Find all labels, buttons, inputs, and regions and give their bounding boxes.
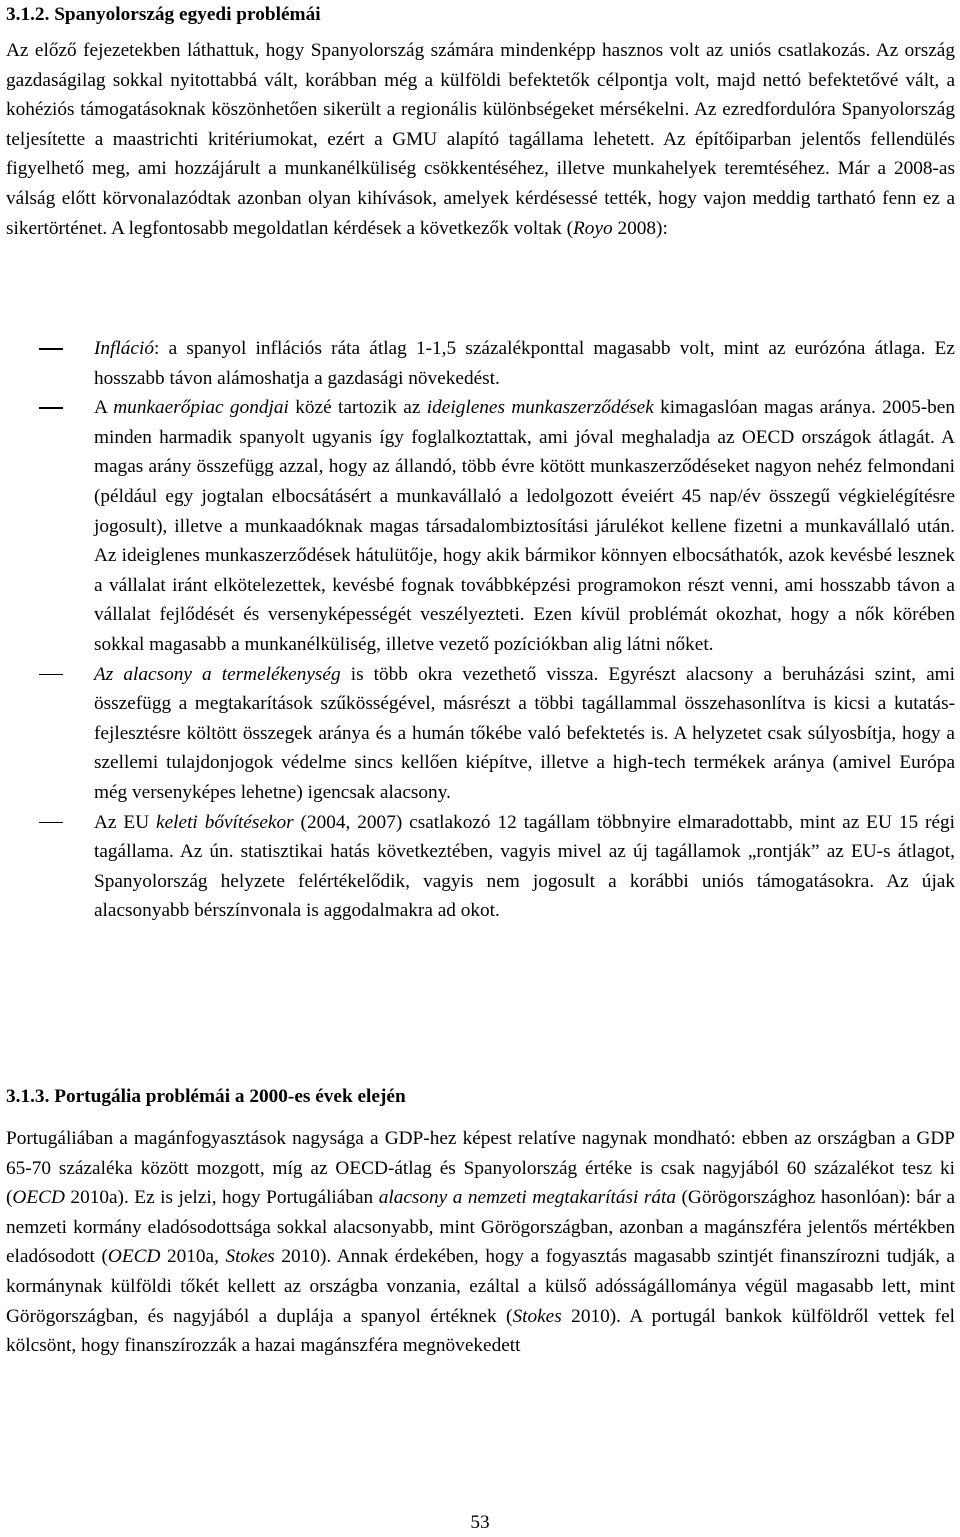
italic-run: Infláció	[94, 338, 154, 359]
paragraph-portugal	[6, 1124, 955, 1361]
text-run: 2010a,	[160, 1246, 226, 1268]
dash-bullet	[39, 822, 63, 824]
italic-run: Az alacsony a termelékenység	[94, 663, 341, 685]
text-run: 2008):	[612, 217, 668, 239]
section-heading-portugal: 3.1.3. Portugália problémái a 2000-es évek elején	[6, 1086, 406, 1107]
dash-bullet	[39, 348, 63, 350]
italic-run: keleti bővítésekor	[156, 811, 294, 833]
italic-run: OECD	[12, 1187, 65, 1209]
list-item-inflation	[6, 334, 955, 393]
list-item-labour-market	[6, 393, 955, 659]
section-heading-spain: 3.1.2. Spanyolország egyedi problémái	[6, 4, 321, 25]
text-run: : a spanyol inflációs ráta átlag 1-1,5 százalékponttal magasabb volt, mint az eurózóna átlaga. Ez hosszabb távon alámoshatja a gazdasági növekedést.	[94, 338, 955, 389]
italic-run: OECD	[107, 1246, 161, 1268]
text-run: (2004, 2007) csatlakozó 12 tagállam többnyire elmaradottabb, mint az EU 15 régi tagállama. Az ún. statisztikai hatás következtében, vagyis mivel az új tagállamok „rontják” az EU-s átlagot, Spanyolország helyzete felértékelődik, vagyis nem jogosult a korábbi uniós támogatásokra. Az újak alacsonyabb bérszínvonala is aggodalmakra ad okot.	[94, 811, 956, 922]
italic-run: Stokes	[512, 1305, 562, 1327]
dash-bullet	[39, 674, 63, 676]
list-item-enlargement	[6, 808, 955, 926]
text-run: 2010). A portugál bankok külföldről vettek fel kölcsönt, hogy finanszírozzák a hazai magánszféra megnövekedett	[6, 1305, 955, 1357]
italic-run: alacsony a nemzeti megtakarítási ráta	[378, 1187, 676, 1209]
text-run: kimagaslóan magas aránya. 2005-ben minden harmadik spanyolt ugyanis így foglalkoztattak, ami jóval meghaladja az OECD országok átlagát. A magas arány összefügg azzal, hogy az állandó, több évre kötött munkaszerződéseket nagyon nehéz felmondani (például egy jogtalan elbocsátásért a munkavállaló a ledolgozott éveiért 45 nap/év összegű végkielégítésre jogosult), illetve a munkaadóknak magas társadalombiztosítási járulékot kellene fizetni a munkavállaló után. Az ideiglenes munkaszerződések hátulütője, hogy akik bármikor könnyen elbocsáthatók, azok kevésbé lesznek a vállalat iránt elkötelezettek, kevésbé fognak továbbképzési programokon részt venni, ami hosszabb távon a vállalat fejlődését és versenyképességét veszélyezteti. Ezen kívül problémát okozhat, hogy a nők körében sokkal magasabb a munkanélküliség, illetve vezető pozíciókban alig látni nőket.	[94, 397, 956, 655]
list-item-text	[94, 664, 955, 803]
dash-bullet	[39, 407, 63, 409]
text-run: Portugáliában a magánfogyasztások nagysága a GDP-hez képest relatíve nagynak mondható: ebben az országban a GDP 65-70 százaléka között mozgott, míg az OECD-átlag és Spanyolország értéke is csak nagyjából 60 százalékot tesz ki (	[6, 1128, 955, 1209]
problem-list	[6, 334, 955, 926]
text-run: Az előző fejezetekben láthattuk, hogy Spanyolország számára mindenképp hasznos volt az uniós csatlakozás. Az ország gazdaságilag sokkal nyitottabbá vált, korábban még a külföldi befektetők célpontja volt, majd nettó befektetővé vált, a kohéziós támogatásoknak köszönhetően sikerült a regionális különbségeket mérsékelni. Az ezredfordulóra Spanyolország teljesítette a maastrichti kritériumokat, ezért a GMU alapító tagállama lehetett. Az építőiparban jelentős fellendülés figyelhető meg, ami hozzájárult a munkanélküliség csökkentéséhez, illetve munkahelyek teremtéséhez. Már a 2008-as válság előtt körvonalazódtak azonban olyan kihívások, amelyek kérdésessé tették, hogy vajon meddig tartható fenn ez a sikertörténet. A legfontosabb megoldatlan kérdések a következők voltak (	[6, 40, 955, 239]
italic-run: Royo	[573, 217, 613, 239]
text-run: közé tartozik az	[288, 397, 427, 419]
text-run: 2010). Annak érdekében, hogy a fogyasztás magasabb szintjét finanszírozni tudják, a kormánynak külföldi tőkét kellett az országba vonzania, ezáltal a külső adósságállománya végül magasabb lett, mint Görögországban, és nagyjából a duplája a spanyol értéknek (	[6, 1246, 955, 1327]
italic-run: munkaerőpiac gondjai	[113, 397, 289, 419]
text-run: 2010a). Ez is jelzi, hogy Portugáliában	[64, 1187, 379, 1209]
list-item-text	[94, 397, 955, 655]
page-number: 53	[470, 1512, 490, 1533]
italic-run: ideiglenes munkaszerződések	[426, 397, 654, 419]
text-run: Az EU	[94, 811, 157, 833]
paragraph-spain-intro	[6, 36, 955, 243]
text-run: A	[94, 397, 114, 419]
list-item-productivity	[6, 660, 955, 808]
list-item-text	[94, 338, 955, 389]
text-run: is több okra vezethető vissza. Egyrészt alacsony a beruházási szint, ami összefügg a megtakarítások szűkösségével, másrészt a többi tagállammal összehasonlítva is kicsi a kutatás-fejlesztésre költött összegek aránya és a humán tőkébe való befektetés is. A helyzetet csak súlyosbítja, hogy a szellemi tulajdonjogok védelme sincs kellően kiépítve, illetve a high-tech termékek aránya (amivel Európa még versenyképes lehetne) igencsak alacsony.	[94, 663, 955, 803]
italic-run: Stokes	[225, 1246, 275, 1268]
text-run: (Görögországhoz hasonlóan): bár a nemzeti kormány eladósodottsága sokkal alacsonyabb, mint Görögországban, azonban a magánszféra jelentős mértékben eladósodott (	[6, 1187, 956, 1268]
list-item-text	[94, 812, 955, 922]
